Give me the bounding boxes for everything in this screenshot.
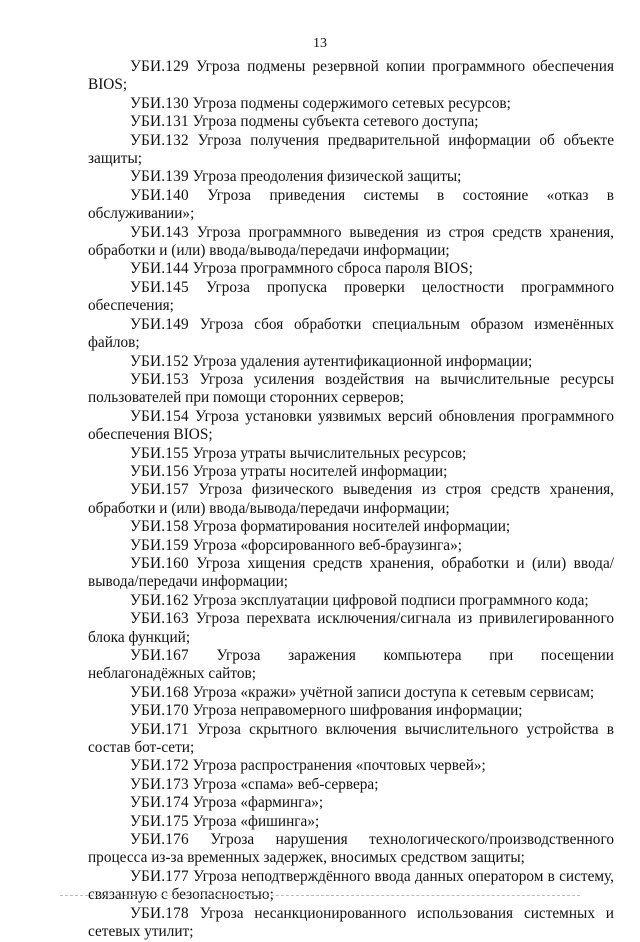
threat-item xyxy=(88,721,614,758)
threat-text: Угроза эксплуатации цифровой подписи программного кода; xyxy=(192,591,589,609)
threat-code: УБИ.131 xyxy=(130,113,189,131)
threat-text: Угроза пропуска проверки целостности программного обеспечения; xyxy=(88,278,614,315)
threat-text: Угроза получения предварительной информации об объекте защиты; xyxy=(88,131,614,168)
threat-code: УБИ.168 xyxy=(130,683,189,701)
threat-code: УБИ.163 xyxy=(130,610,189,628)
threat-item xyxy=(88,224,614,261)
threat-item xyxy=(88,757,614,775)
threat-item xyxy=(88,592,614,610)
threat-item xyxy=(88,408,614,445)
threat-item xyxy=(88,813,614,831)
threat-text: Угроза удаления аутентификационной информации; xyxy=(192,352,533,370)
threat-text: Угроза программного сброса пароля BIOS; xyxy=(192,260,473,278)
threat-item xyxy=(88,58,614,95)
scan-artifact-line xyxy=(60,895,580,898)
threat-item xyxy=(88,187,614,224)
threat-text: Угроза «фишинга»; xyxy=(192,812,320,830)
threat-text: Угроза несанкционированного использования системных и сетевых утилит; xyxy=(88,904,614,941)
threat-code: УБИ.156 xyxy=(130,462,189,480)
threat-code: УБИ.129 xyxy=(130,58,189,75)
threat-code: УБИ.158 xyxy=(130,518,189,536)
threat-item xyxy=(88,463,614,481)
threat-text: Угроза форматирования носителей информации; xyxy=(192,518,511,536)
threat-item xyxy=(88,113,614,131)
threat-item xyxy=(88,555,614,592)
threat-item xyxy=(88,316,614,353)
threat-code: УБИ.143 xyxy=(130,223,189,241)
threat-item xyxy=(88,279,614,316)
threat-text: Угроза «форсированного веб-браузинга»; xyxy=(192,536,462,554)
threat-item xyxy=(88,371,614,408)
threat-text: Угроза установки уязвимых версий обновления программного обеспечения BIOS; xyxy=(88,407,614,444)
threat-item xyxy=(88,353,614,371)
threat-code: УБИ.171 xyxy=(130,720,189,738)
threat-code: УБИ.172 xyxy=(130,757,189,775)
threat-text: Угроза «фарминга»; xyxy=(192,794,324,812)
threat-text: Угроза распространения «почтовых червей»; xyxy=(192,757,486,775)
threat-item xyxy=(88,445,614,463)
threat-list xyxy=(88,58,614,942)
threat-code: УБИ.155 xyxy=(130,444,189,462)
threat-text: Угроза утраты вычислительных ресурсов; xyxy=(192,444,467,462)
threat-item xyxy=(88,610,614,647)
threat-text: Угроза утраты носителей информации; xyxy=(192,462,448,480)
threat-code: УБИ.176 xyxy=(130,831,189,849)
threat-code: УБИ.130 xyxy=(130,94,189,112)
threat-text: Угроза физического выведения из строя средств хранения, обработки и (или) ввода/вывода/передачи информации; xyxy=(88,481,615,517)
threat-code: УБИ.132 xyxy=(130,131,189,149)
threat-item xyxy=(88,776,614,794)
threat-text: Угроза подмены субъекта сетевого доступа; xyxy=(192,113,479,131)
threat-text: Угроза программного выведения из строя средств хранения, обработки и (или) ввода/вывода/передачи информации; xyxy=(88,223,615,260)
threat-text: Угроза «спама» веб-сервера; xyxy=(192,775,379,793)
threat-code: УБИ.162 xyxy=(130,591,189,609)
threat-item xyxy=(88,905,614,942)
threat-item xyxy=(88,537,614,555)
threat-item xyxy=(88,684,614,702)
threat-text: Угроза подмены содержимого сетевых ресурсов; xyxy=(192,94,511,112)
threat-code: УБИ.157 xyxy=(130,481,189,499)
threat-item xyxy=(88,168,614,186)
threat-code: УБИ.145 xyxy=(130,278,189,296)
threat-text: Угроза сбоя обработки специальным образом изменённых файлов; xyxy=(88,315,614,352)
threat-code: УБИ.140 xyxy=(130,186,189,204)
threat-code: УБИ.174 xyxy=(130,794,189,812)
threat-code: УБИ.154 xyxy=(130,407,189,425)
threat-text: Угроза заражения компьютера при посещении неблагонадёжных сайтов; xyxy=(88,647,614,683)
threat-code: УБИ.160 xyxy=(130,554,189,572)
threat-code: УБИ.153 xyxy=(130,370,189,388)
threat-code: УБИ.139 xyxy=(130,168,189,186)
threat-item xyxy=(88,831,614,868)
threat-code: УБИ.178 xyxy=(130,904,189,922)
threat-item xyxy=(88,95,614,113)
threat-item xyxy=(88,481,614,518)
threat-text: Угроза нарушения технологического/производственного процесса из-за временных задержек, вносимых средством защиты; xyxy=(88,831,614,867)
threat-item xyxy=(88,868,614,905)
threat-text: Угроза подмены резервной копии программного обеспечения BIOS; xyxy=(88,58,615,94)
threat-item xyxy=(88,518,614,536)
threat-text: Угроза приведения системы в состояние «отказ в обслуживании»; xyxy=(88,186,614,223)
threat-code: УБИ.177 xyxy=(130,867,189,885)
threat-item xyxy=(88,647,614,684)
threat-code: УБИ.159 xyxy=(130,536,189,554)
threat-text: Угроза неподтверждённого ввода данных оператором в систему, связанную с безопасностью; xyxy=(88,867,614,904)
threat-code: УБИ.173 xyxy=(130,775,189,793)
threat-item xyxy=(88,702,614,720)
threat-code: УБИ.149 xyxy=(130,315,189,333)
threat-text: Угроза неправомерного шифрования информации; xyxy=(192,702,523,720)
threat-text: Угроза усиления воздействия на вычислительные ресурсы пользователей при помощи сторонних серверов; xyxy=(88,370,615,407)
threat-text: Угроза скрытного включения вычислительного устройства в состав бот-сети; xyxy=(88,720,614,757)
threat-code: УБИ.167 xyxy=(130,647,189,664)
threat-text: Угроза преодоления физической защиты; xyxy=(192,168,462,186)
threat-code: УБИ.144 xyxy=(130,260,189,278)
threat-text: Угроза «кражи» учётной записи доступа к сетевым сервисам; xyxy=(192,683,595,701)
threat-code: УБИ.170 xyxy=(130,702,189,720)
threat-text: Угроза хищения средств хранения, обработки и (или) ввода/вывода/передачи информации; xyxy=(88,554,614,591)
threat-item xyxy=(88,794,614,812)
threat-item xyxy=(88,260,614,278)
threat-text: Угроза перехвата исключения/сигнала из привилегированного блока функций; xyxy=(88,610,614,646)
threat-item xyxy=(88,132,614,169)
threat-code: УБИ.152 xyxy=(130,352,189,370)
page-number: 13 xyxy=(313,36,327,51)
threat-code: УБИ.175 xyxy=(130,812,189,830)
